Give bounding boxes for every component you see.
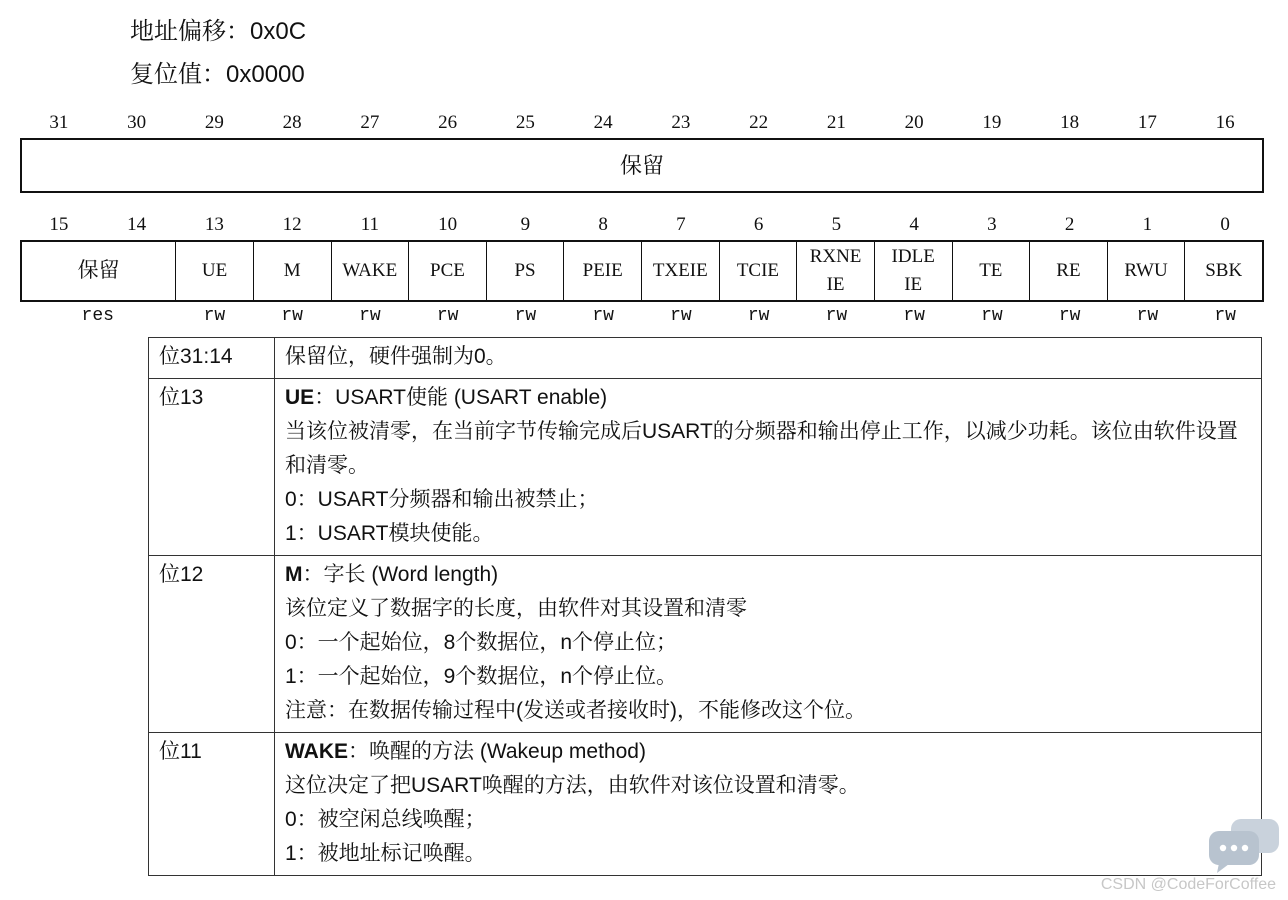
access-type: rw [1058, 306, 1081, 326]
bit-numbers-low [20, 214, 1264, 236]
field-title: ：USART使能 (USART enable) [314, 386, 608, 409]
description-line: 0：USART分频器和输出被禁止； [285, 488, 599, 511]
field-te: TE [953, 242, 1031, 300]
bit-number: 23 [671, 112, 691, 133]
bit-description-table [148, 337, 1262, 876]
bit-number: 13 [204, 214, 224, 235]
bit-number: 8 [598, 214, 608, 235]
field-m: M [254, 242, 332, 300]
field-idleie: IDLE IE [875, 242, 953, 300]
bit-description [275, 338, 1262, 379]
access-type: rw [1214, 306, 1236, 326]
description-line: 1：被地址标记唤醒。 [285, 842, 486, 865]
access-type: rw [514, 306, 537, 326]
access-type: rw [903, 306, 925, 326]
description-title [285, 381, 1251, 415]
field-name: WAKE [285, 740, 348, 763]
description-line: 0：一个起始位，8个数据位，n个停止位； [285, 631, 678, 654]
access-type: rw [670, 306, 692, 326]
field-rwu: RWU [1108, 242, 1186, 300]
access-type: rw [981, 306, 1003, 326]
description-line: 1：USART模块使能。 [285, 522, 494, 545]
register-high-row [20, 138, 1264, 193]
bit-number: 20 [904, 112, 924, 133]
field-tcie: TCIE [720, 242, 798, 300]
chat-bubble-icon[interactable] [1207, 817, 1281, 873]
bit-position: 位31:14 [149, 338, 275, 379]
description-line: 该位定义了数据字的长度，由软件对其设置和清零 [285, 597, 747, 620]
description-line: 保留位，硬件强制为0。 [285, 345, 507, 368]
table-row [149, 556, 1262, 733]
table-row [149, 379, 1262, 556]
bit-number: 12 [282, 214, 302, 235]
bit-number: 2 [1064, 214, 1075, 235]
table-row [149, 338, 1262, 379]
field-pce: PCE [409, 242, 487, 300]
table-row [149, 733, 1262, 876]
bit-number: 29 [204, 112, 224, 133]
bit-number: 9 [520, 214, 531, 235]
description-line: 0：被空闲总线唤醒； [285, 808, 486, 831]
description-line: 1：一个起始位，9个数据位，n个停止位。 [285, 665, 678, 688]
field-re: RE [1030, 242, 1108, 300]
bit-position: 位11 [149, 733, 275, 876]
bit-number: 26 [438, 112, 458, 133]
bit-description [275, 379, 1262, 556]
bit-number: 15 [49, 214, 69, 235]
access-type: rw [203, 306, 226, 326]
field-title: ：字长 (Word length) [302, 563, 499, 586]
description-line: 当该位被清零，在当前字节传输完成后USART的分频器和输出停止工作，以减少功耗。该位由软件设置和清零。 [285, 420, 1238, 477]
access-type: rw [747, 306, 770, 326]
register-low-row [20, 240, 1264, 302]
bit-number: 11 [360, 214, 380, 235]
bit-number: 30 [127, 112, 147, 133]
bit-number: 17 [1137, 112, 1157, 133]
bit-number: 31 [49, 112, 69, 133]
bit-number: 19 [982, 112, 1002, 133]
bit-number: 3 [987, 214, 997, 235]
bit-description [275, 556, 1262, 733]
bit-number: 16 [1215, 112, 1235, 133]
field-ue: UE [176, 242, 254, 300]
field-txeie: TXEIE [642, 242, 720, 300]
field-peie: PEIE [564, 242, 642, 300]
bit-number: 24 [593, 112, 613, 133]
watermark: CSDN @CodeForCoffee [1100, 876, 1276, 893]
access-type: rw [592, 306, 614, 326]
field-sbk: SBK [1205, 260, 1243, 281]
reserved-high-field: 保留 [619, 152, 664, 178]
field-wake: WAKE [332, 242, 410, 300]
bit-number: 22 [749, 112, 769, 133]
bit-number: 6 [753, 214, 764, 235]
bit-number: 1 [1142, 214, 1153, 235]
bit-number: 21 [826, 112, 846, 133]
bit-position: 位12 [149, 556, 275, 733]
field-name: M [285, 563, 303, 586]
access-row [20, 306, 1264, 326]
bit-description [275, 733, 1262, 876]
bit-number: 18 [1060, 112, 1080, 133]
reset-value: 复位值：0x0000 [130, 61, 305, 88]
access-type: rw [359, 306, 381, 326]
bit-number: 0 [1220, 214, 1230, 235]
description-line: 注意：在数据传输过程中(发送或者接收时)，不能修改这个位。 [285, 699, 866, 722]
bit-number: 25 [515, 112, 535, 133]
access-type: rw [825, 306, 848, 326]
bit-number: 28 [282, 112, 302, 133]
field-ps: PS [487, 242, 565, 300]
access-type: rw [281, 306, 303, 326]
address-offset: 地址偏移：0x0C [130, 18, 307, 45]
bit-number: 14 [127, 214, 147, 235]
bit-number: 5 [831, 214, 842, 235]
field-name: UE [285, 386, 315, 409]
bit-position: 位13 [149, 379, 275, 556]
description-title [285, 735, 1251, 769]
field-rxneie: RXNE IE [797, 242, 875, 300]
description-title [285, 558, 1251, 592]
bit-number: 4 [909, 214, 919, 235]
bit-number: 7 [676, 214, 686, 235]
field-reserved-low: 保留 [22, 242, 176, 300]
bit-number: 27 [360, 112, 380, 133]
access-type: rw [1136, 306, 1159, 326]
description-line: 这位决定了把USART唤醒的方法，由软件对该位设置和清零。 [285, 774, 860, 797]
access-type: rw [436, 306, 459, 326]
field-title: ：唤醒的方法 (Wakeup method) [348, 740, 646, 763]
access-type: res [81, 306, 114, 326]
bit-number: 10 [438, 214, 458, 235]
bit-numbers-high [20, 112, 1264, 134]
